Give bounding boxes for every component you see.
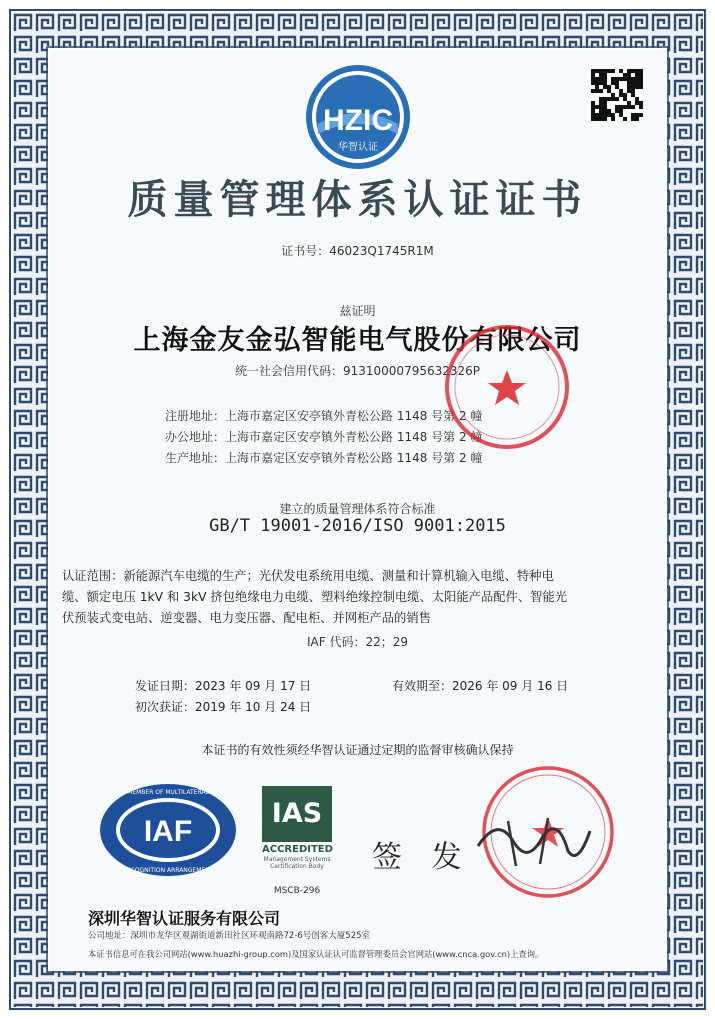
ias-mark: IAS bbox=[262, 786, 332, 842]
hereby-certify: 兹证明 bbox=[339, 304, 376, 318]
qr-module bbox=[611, 69, 615, 73]
qr-module bbox=[623, 117, 627, 121]
office-address: 办公地址：上海市嘉定区安亭镇外青松公路 1148 号第 2 幢 bbox=[165, 430, 483, 444]
certificate-title: 质量管理体系认证证书 bbox=[127, 176, 588, 223]
ias-code: MSCB-296 bbox=[273, 886, 321, 896]
hzic-logo bbox=[303, 62, 413, 172]
qr-module bbox=[631, 105, 635, 109]
scope-line: 伏预装式变电站、逆变器、电力变压器、配电柜、并网柜产品的销售 bbox=[62, 611, 431, 625]
qr-module bbox=[615, 97, 619, 101]
svg-text:MEMBER OF MULTILATERAL: MEMBER OF MULTILATERAL bbox=[127, 789, 209, 796]
registered-address: 注册地址：上海市嘉定区安亭镇外青松公路 1148 号第 2 幢 bbox=[165, 409, 483, 423]
svg-text:华智认证: 华智认证 bbox=[338, 142, 378, 153]
qr-module bbox=[603, 117, 607, 121]
scope-line: 缆、额定电压 1kV 和 3kV 挤包绝缘电力电缆、塑料绝缘控制电缆、太阳能产品配件、智能光 bbox=[62, 590, 568, 604]
svg-text:HZIC: HZIC bbox=[323, 104, 393, 137]
first-certified-date: 初次获证：2019 年 10 月 24 日 bbox=[135, 700, 312, 714]
sign-label: 签 发 bbox=[372, 840, 472, 875]
svg-text:IAF: IAF bbox=[143, 815, 193, 848]
qr-module bbox=[639, 113, 643, 117]
qr-module bbox=[635, 117, 639, 121]
expiry-date: 有效期至：2026 年 09 月 16 日 bbox=[392, 679, 569, 693]
qr-module bbox=[639, 105, 643, 109]
standard-number: GB/T 19001-2016/ISO 9001:2015 bbox=[209, 516, 506, 536]
qr-module bbox=[639, 85, 643, 89]
standard-label: 建立的质量管理体系符合标准 bbox=[279, 502, 436, 516]
iaf-logo bbox=[98, 780, 238, 880]
company-seal bbox=[442, 322, 572, 452]
svg-text:RECOGNITION ARRANGEMENT: RECOGNITION ARRANGEMENT bbox=[122, 867, 214, 874]
company-name: 上海金友金弘智能电气股份有限公司 bbox=[133, 325, 582, 356]
ias-accredited: ACCREDITED bbox=[262, 844, 333, 855]
certification-scope bbox=[62, 566, 662, 629]
issue-date: 发证日期：2023 年 09 月 17 日 bbox=[135, 679, 312, 693]
issuer-name: 深圳华智认证服务有限公司 bbox=[88, 909, 281, 928]
iaf-code: IAF 代码：22；29 bbox=[306, 635, 408, 649]
certificate-number: 证书号：46023Q1745R1M bbox=[281, 244, 434, 258]
scope-line: 认证范围：新能源汽车电缆的生产；光伏发电系统用电缆、测量和计算机输入电缆、特种电 bbox=[62, 569, 554, 583]
production-address: 生产地址：上海市嘉定区安亭镇外青松公路 1148 号第 2 幢 bbox=[165, 451, 483, 465]
qr-module bbox=[611, 117, 615, 121]
credit-code: 统一社会信用代码：91310000795632326P bbox=[234, 364, 481, 378]
query-note: 本证书信息可在我公司网站(www.huazhi-group.com)及国家认证认可监督管理委员会官网站(www.cnca.gov.cn)上查询。 bbox=[88, 949, 544, 959]
qr-code-icon bbox=[591, 69, 643, 121]
ias-accredited-logo bbox=[262, 786, 333, 896]
ias-subtitle: Management Systems Certification Body bbox=[263, 856, 331, 870]
issuer-address: 公司地址：深圳市龙华区观湖街道新田社区环观南路72-6号创客大厦525室 bbox=[88, 931, 371, 941]
handwritten-signature bbox=[468, 806, 598, 876]
qr-module bbox=[599, 89, 603, 93]
validity-note: 本证书的有效性须经华智认证通过定期的监督审核确认保持 bbox=[201, 743, 514, 757]
